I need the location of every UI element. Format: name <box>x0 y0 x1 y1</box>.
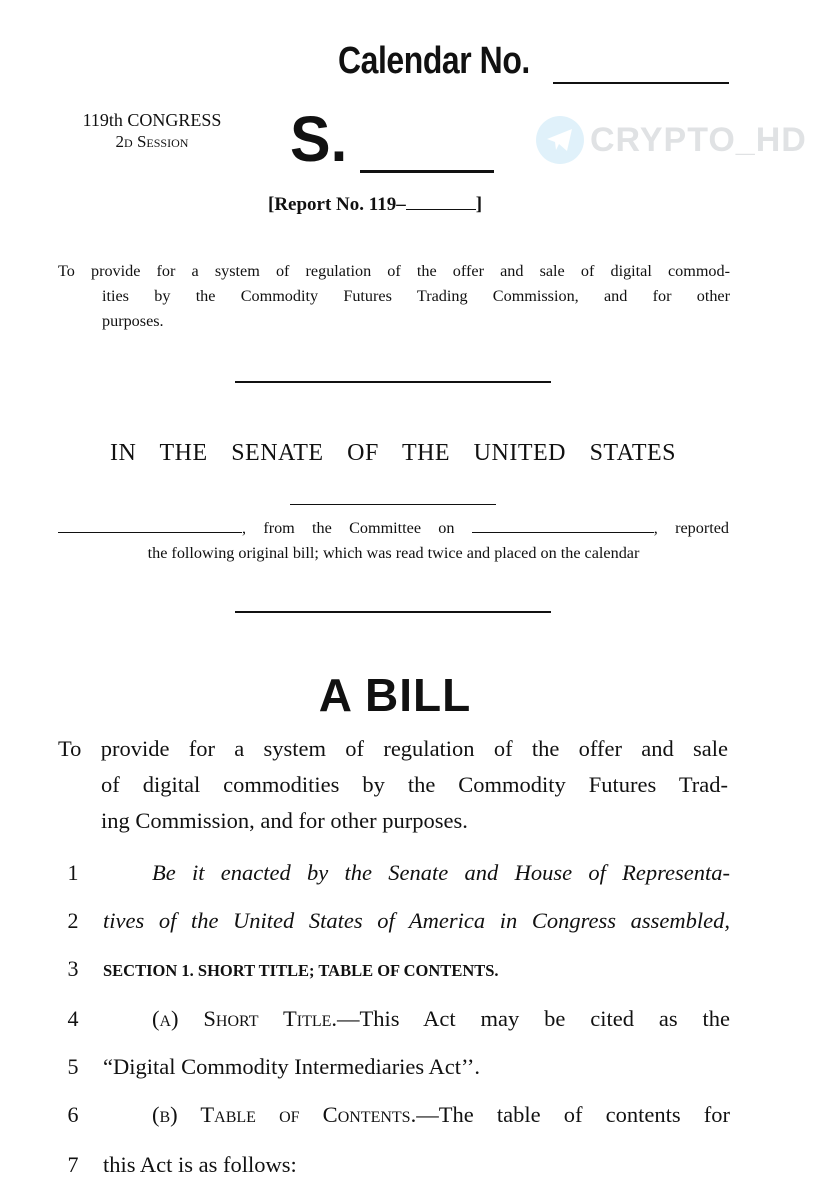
enacting-clause-line: Be it enacted by the Senate and House of Representa- <box>152 860 730 885</box>
line-number: 2 <box>67 908 79 933</box>
report-prefix: [Report No. 119– <box>268 194 406 215</box>
session-number: 2d Session <box>115 132 189 151</box>
short-purpose-line: ities by the Commodity Futures Trading Commission, and for other <box>102 287 730 305</box>
line-number: 4 <box>67 1006 79 1031</box>
table-of-contents-label: (b) Table of Contents. <box>152 1102 417 1127</box>
sponsor-blank <box>58 520 242 533</box>
report-suffix: ] <box>475 194 483 215</box>
act-name-line: “Digital Commodity Intermediaries Act’’. <box>103 1054 480 1079</box>
report-number <box>268 194 482 216</box>
short-title-label: (a) Short Title. <box>152 1006 338 1031</box>
bill-title: A BILL <box>318 669 472 721</box>
toc-intro-line: this Act is as follows: <box>103 1152 297 1177</box>
table-of-contents-text: —The table of contents for <box>416 1102 730 1127</box>
short-purpose-line: To provide for a system of regulation of the offer and sale of digital commod- <box>58 262 730 280</box>
congress-number: 119th CONGRESS <box>82 110 222 130</box>
divider <box>235 611 551 613</box>
bill-number-blank <box>360 170 494 173</box>
chamber-heading: IN THE SENATE OF THE UNITED STATES <box>110 440 676 466</box>
divider <box>235 381 551 383</box>
long-purpose-line: of digital commodities by the Commodity Futures Trad- <box>101 772 728 797</box>
line-number: 6 <box>67 1102 79 1127</box>
long-purpose-line: To provide for a system of regulation of the offer and sale <box>58 736 728 761</box>
watermark <box>536 116 807 164</box>
long-purpose <box>58 731 728 839</box>
reported-part2: , reported <box>653 519 729 537</box>
report-number-blank <box>406 195 476 210</box>
reported-part1: , from the Committee on <box>242 519 455 537</box>
short-purpose-line: purposes. <box>102 312 164 330</box>
line-number: 3 <box>67 956 79 981</box>
short-title-line <box>152 1006 730 1032</box>
line-number: 5 <box>67 1054 79 1079</box>
line-number: 7 <box>67 1152 79 1177</box>
bill-prefix: S. <box>290 103 348 175</box>
long-purpose-line: ing Commission, and for other purposes. <box>101 808 468 833</box>
line-number: 1 <box>67 860 79 885</box>
watermark-text: CRYPTO_HD <box>590 120 807 159</box>
reported-statement <box>58 516 729 566</box>
calendar-number-blank <box>553 82 729 84</box>
short-purpose <box>58 259 730 334</box>
enacting-clause-line: tives of the United States of America in Congress assembled, <box>103 908 730 933</box>
telegram-icon <box>536 116 584 164</box>
short-title-text: —This Act may be cited as the <box>337 1006 730 1031</box>
table-of-contents-line <box>152 1102 730 1128</box>
congress-session-block <box>58 109 246 153</box>
section-heading: SECTION 1. SHORT TITLE; TABLE OF CONTENTS. <box>103 961 499 980</box>
reported-line2: the following original bill; which was read twice and placed on the calendar <box>147 544 640 562</box>
calendar-number-label: Calendar No. <box>338 40 530 82</box>
divider <box>290 504 496 505</box>
committee-blank <box>472 520 654 533</box>
